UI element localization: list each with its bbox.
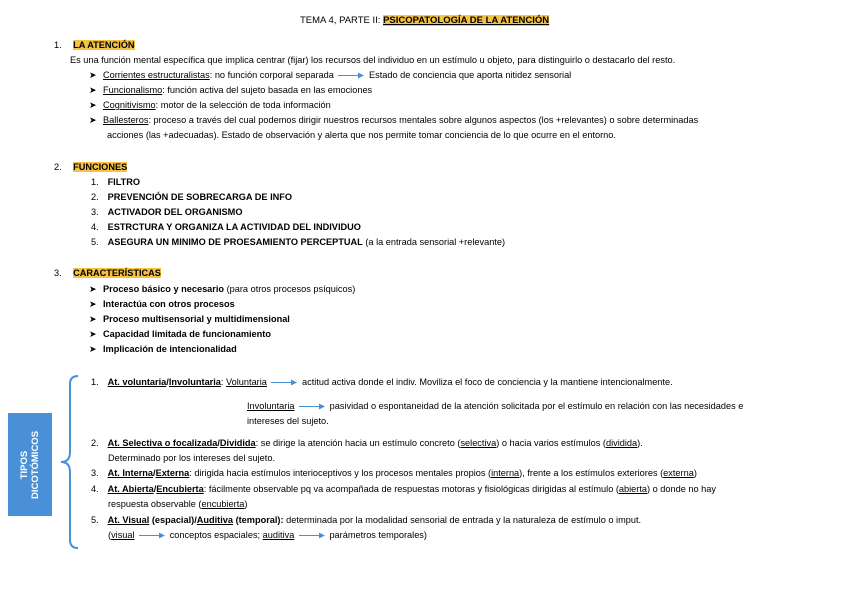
s1-item-2: ➤ Funcionalismo: función activa del sujeto basada en las emociones [89, 85, 373, 95]
type-1: 1. At. voluntaria/Involuntaria: Voluntaria actitud activa donde el indiv. Moviliza el foco de conciencia y la mantiene intencionalmente. [91, 377, 673, 387]
page-title: TEMA 4, PARTE II: PSICOPATOLOGÍA DE LA ATENCIÓN [300, 15, 550, 26]
right-arrow-icon [299, 402, 325, 411]
s2-item-4: 4. ESTRCTURA Y ORGANIZA LA ACTIVIDAD DEL INDIVIDUO [91, 222, 361, 232]
bullet-arrow-icon: ➤ [89, 85, 97, 95]
s2-item-2: 2. PREVENCIÓN DE SOBRECARGA DE INFO [91, 192, 293, 202]
section-1-intro: Es una función mental específica que implica centrar (fijar) los recursos del individuo en un estímulo u objeto, para distinguirlo o destacarlo del resto. [70, 55, 676, 65]
bullet-arrow-icon: ➤ [89, 344, 97, 354]
bullet-arrow-icon: ➤ [89, 299, 97, 309]
bullet-arrow-icon: ➤ [89, 70, 97, 80]
bullet-arrow-icon: ➤ [89, 284, 97, 294]
s3-item-2: ➤ Interactúa con otros procesos [89, 299, 235, 309]
s2-item-5: 5. ASEGURA UN MINIMO DE PROESAMIENTO PERCEPTUAL (a la entrada sensorial +relevante) [91, 237, 506, 247]
type-3: 3. At. Interna/Externa: dirigida hacia estímulos interioceptivos y los procesos mentales propios (interna), frente a los estímulos exteriores (externa) [91, 468, 697, 478]
type-1-involuntaria: Involuntaria pasividad o espontaneidad de la atención solicitada por el estímulo en relación con las necesidades e [247, 401, 744, 411]
s2-item-1: 1. FILTRO [91, 177, 141, 187]
s3-item-4: ➤ Capacidad limitada de funcionamiento [89, 329, 271, 339]
right-arrow-icon [338, 71, 364, 80]
right-arrow-icon [139, 531, 165, 540]
bullet-arrow-icon: ➤ [89, 329, 97, 339]
s3-item-1: ➤ Proceso básico y necesario (para otros procesos psíquicos) [89, 284, 356, 294]
type-4-cont: respuesta observable (encubierta) [108, 499, 248, 509]
right-arrow-icon [271, 378, 297, 387]
type-4: 4. At. Abierta/Encubierta: fácilmente observable pq va acompañada de respuestas motoras y fisiológicas dirigidas al estímulo (abierta) o donde no hay [91, 484, 716, 494]
s1-item-3: ➤ Cognitivismo: motor de la selección de toda información [89, 100, 331, 110]
bullet-arrow-icon: ➤ [89, 115, 97, 125]
right-arrow-icon [299, 531, 325, 540]
s2-item-3: 3. ACTIVADOR DEL ORGANISMO [91, 207, 243, 217]
type-2-cont: Determinado por los intereses del sujeto. [108, 453, 275, 463]
s1-item-1: ➤ Corrientes estructuralistas: no función corporal separada Estado de conciencia que aporta nitidez sensorial [89, 70, 572, 80]
s1-item-4: ➤ Ballesteros: proceso a través del cual podemos dirigir nuestros recursos mentales sobre algunos aspectos (los +relevantes) o sobre determinadas [89, 115, 699, 125]
type-1-involuntaria-cont: intereses del sujeto. [247, 416, 329, 426]
section-2-heading: 2. FUNCIONES [54, 162, 128, 172]
s3-item-5: ➤ Implicación de intencionalidad [89, 344, 237, 354]
bullet-arrow-icon: ➤ [89, 314, 97, 324]
type-5: 5. At. Visual (espacial)/Auditiva (temporal): determinada por la modalidad sensorial de entrada y la naturaleza de estímulo o imput. [91, 515, 642, 525]
curly-brace [58, 374, 80, 550]
s3-item-3: ➤ Proceso multisensorial y multidimensional [89, 314, 290, 324]
s1-item-4-cont: acciones (las +adecuadas). Estado de observación y alerta que nos permite tomar conciencia de lo que ocurre en el entorno. [107, 130, 616, 140]
section-3-heading: 3. CARACTERÍSTICAS [54, 268, 161, 278]
section-1-heading: 1. LA ATENCIÓN [54, 40, 135, 50]
type-2: 2. At. Selectiva o focalizada/Dividida: se dirige la atención hacia un estímulo concreto (selectiva) o hacia varios estímulos (dividida). [91, 438, 643, 448]
type-5-cont: (visual conceptos espaciales; auditiva parámetros temporales) [108, 530, 427, 540]
tipos-dicotomicos-label: TIPOS DICOTÓMICOS [8, 413, 52, 516]
bullet-arrow-icon: ➤ [89, 100, 97, 110]
